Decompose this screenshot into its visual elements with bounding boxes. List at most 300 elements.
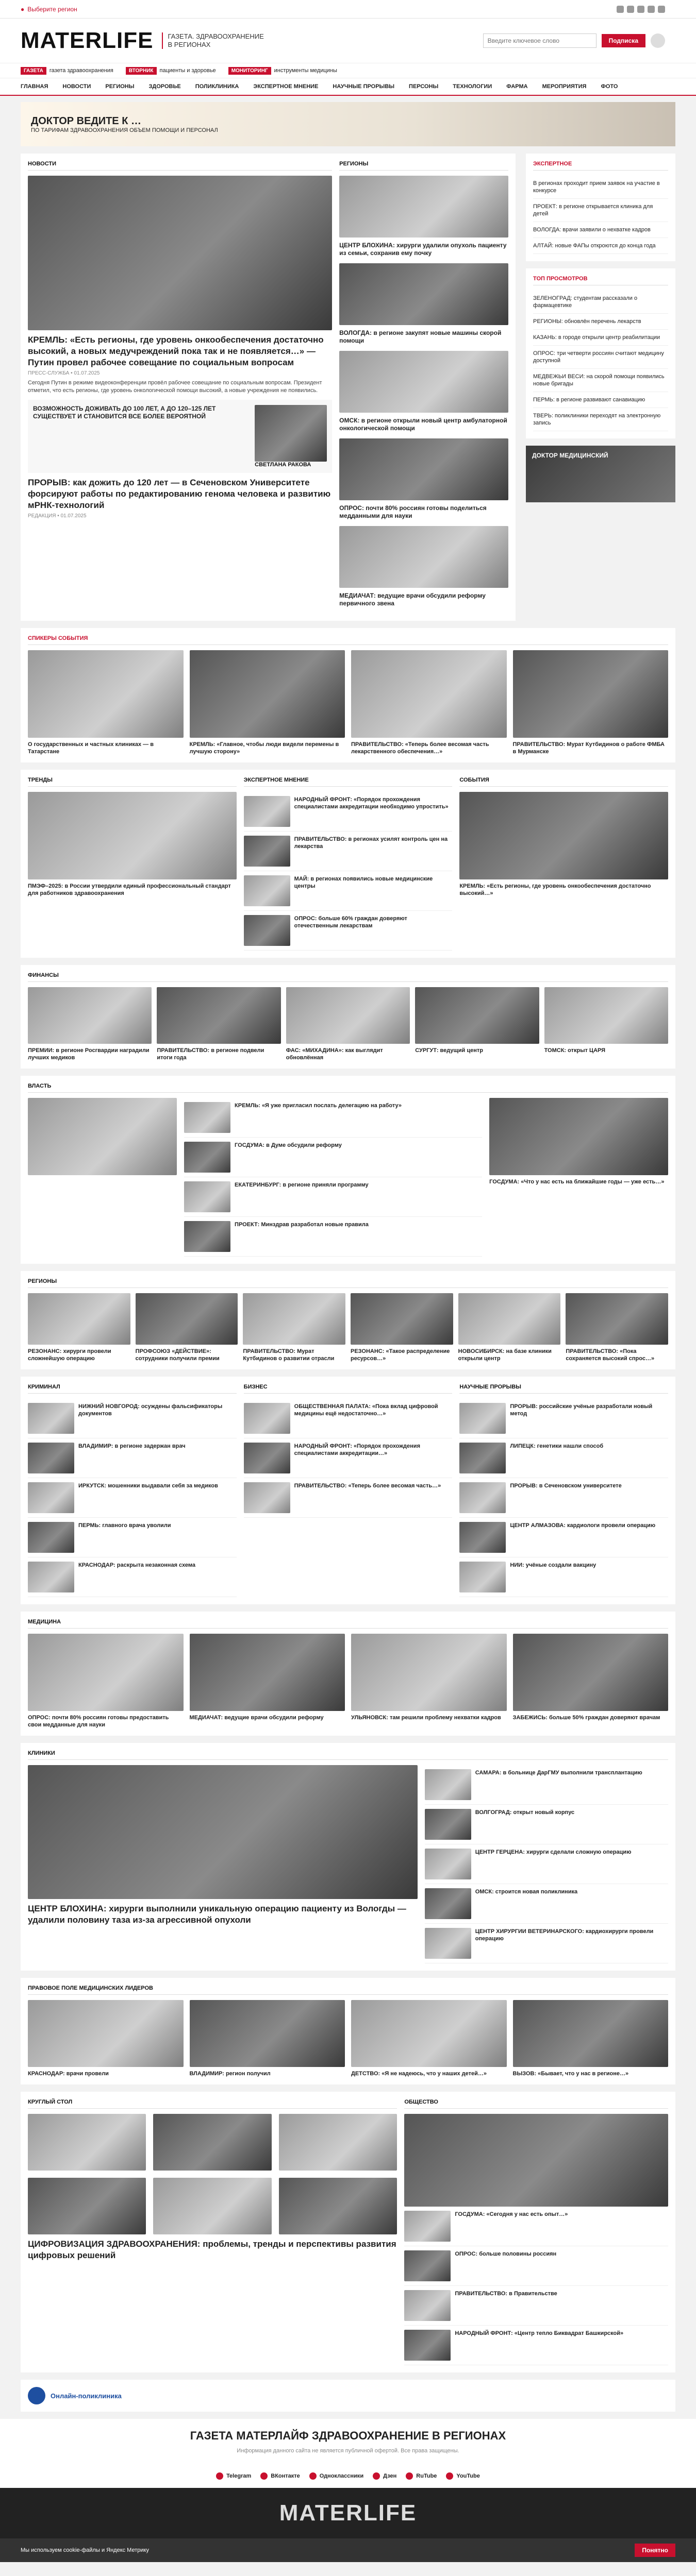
clinics-item[interactable]: [425, 1844, 668, 1884]
crime-item-title[interactable]: ВЛАДИМИР: в регионе задержан врач: [78, 1443, 186, 1449]
nav-item[interactable]: ЗДОРОВЬЕ: [148, 83, 181, 90]
top-views-item[interactable]: КАЗАНЬ: в городе открыли центр реабилитации: [533, 330, 668, 346]
vlasti-item-thumb[interactable]: [184, 1221, 230, 1252]
society-item-title[interactable]: ГОСДУМА: «Сегодня у нас есть опыт…»: [455, 2211, 568, 2217]
share-icon: [373, 2472, 380, 2480]
events-section-title: СПИКЕРЫ СОБЫТИЯ: [28, 635, 668, 645]
sidebar-item[interactable]: АЛТАЙ: новые ФАПы откроются до конца года: [533, 238, 668, 254]
vlasti-left-image[interactable]: [28, 1098, 177, 1175]
finance-card[interactable]: [286, 987, 410, 1061]
expert-title: ЭКСПЕРТНОЕ МНЕНИЕ: [244, 777, 453, 787]
society-item-thumb[interactable]: [404, 2290, 451, 2321]
society-image[interactable]: [404, 2114, 668, 2207]
young-card-title[interactable]: ВЫЗОВ: «Бывает, что у нас в регионе…»: [512, 2071, 629, 2077]
vlasti-item-title[interactable]: ГОСДУМА: в Думе обсудили реформу: [235, 1142, 342, 1148]
business-title: БИЗНЕС: [244, 1384, 453, 1394]
finance-card-image[interactable]: [544, 987, 668, 1044]
clinics-item-thumb[interactable]: [425, 1928, 471, 1959]
share-icon: [260, 2472, 268, 2480]
nav-item[interactable]: ПОЛИКЛИНИКА: [195, 83, 239, 90]
medicine-card-title[interactable]: УЛЬЯНОВСК: там решили проблему нехватки кадров: [351, 1715, 501, 1721]
clinics-item-title[interactable]: ЦЕНТР ХИРУРГИИ ВЕТЕРИНАРСКОГО: кардиохирурги провели операцию: [475, 1928, 654, 1942]
medicine-card-title[interactable]: ЗАБЕЖИСЬ: больше 50% граждан доверяют врачам: [512, 1715, 660, 1721]
partner-logo-icon: [28, 2387, 45, 2404]
sidebar-item[interactable]: ВОЛОГДА: врачи заявили о нехватке кадров: [533, 222, 668, 238]
second-news-title[interactable]: ПРОРЫВ: как дожить до 120 лет — в Сеченовском Университете форсируют работы по редактированию генома человека и развитию мРНК-технологий: [28, 478, 331, 510]
vlasti-right-headline[interactable]: ГОСДУМА: «Что у нас есть на ближайшие годы — уже есть…»: [489, 1179, 665, 1185]
regions2-card[interactable]: [566, 1293, 668, 1362]
ad-banner[interactable]: [21, 102, 675, 146]
share-link[interactable]: [260, 2472, 300, 2480]
ticker-item[interactable]: [126, 67, 216, 74]
regions2-card-image[interactable]: [566, 1293, 668, 1345]
nav-item[interactable]: ФОТО: [601, 83, 618, 90]
expert-item[interactable]: [244, 911, 453, 951]
business-item-title[interactable]: ОБЩЕСТВЕННАЯ ПАЛАТА: «Пока вклад цифровой медицины ещё недостаточно…»: [294, 1403, 438, 1417]
regions-card-image[interactable]: [339, 176, 508, 238]
science-item-title[interactable]: ЦЕНТР АЛМАЗОВА: кардиологи провели операцию: [510, 1522, 656, 1529]
expert-item-title[interactable]: МАЙ: в регионах появились новые медицинские центры: [294, 876, 433, 889]
events2-title: СОБЫТИЯ: [459, 777, 668, 787]
vlasti-item-title[interactable]: ПРОЕКТ: Минздрав разработал новые правила: [235, 1222, 369, 1228]
regions-card[interactable]: [339, 351, 508, 432]
clinics-item[interactable]: [425, 1805, 668, 1844]
share-link[interactable]: [406, 2472, 437, 2480]
clinics-item-thumb[interactable]: [425, 1769, 471, 1800]
regions-card[interactable]: [339, 263, 508, 345]
ticker-tag: МОНИТОРИНГ: [228, 67, 271, 75]
young-card-image[interactable]: [28, 2000, 184, 2067]
medicine-card[interactable]: [190, 1634, 345, 1728]
regions-card-image[interactable]: [339, 351, 508, 413]
roundtable-img-2[interactable]: [153, 2114, 271, 2171]
finance-card[interactable]: [544, 987, 668, 1061]
roundtable-img-5[interactable]: [153, 2178, 271, 2234]
regions-card[interactable]: [339, 526, 508, 607]
society-item-title[interactable]: ПРАВИТЕЛЬСТВО: в Правительстве: [455, 2291, 557, 2297]
regions-card-title[interactable]: МЕДИАЧАТ: ведущие врачи обсудили реформу первичного звена: [339, 592, 486, 607]
regions2-card-image[interactable]: [351, 1293, 453, 1345]
medicine-card[interactable]: [351, 1634, 507, 1728]
young-card[interactable]: [28, 2000, 184, 2077]
event-card-title[interactable]: О государственных и частных клиниках — в Татарстане: [28, 741, 154, 755]
crime-item[interactable]: [28, 1399, 237, 1438]
science-item[interactable]: [459, 1518, 668, 1557]
vlasti-item[interactable]: [184, 1098, 482, 1138]
ticker-item[interactable]: [228, 67, 337, 74]
medicine-card-image[interactable]: [513, 1634, 669, 1711]
ok-icon[interactable]: [637, 6, 644, 13]
young-card-title[interactable]: КРАСНОДАР: врачи провели: [28, 2071, 109, 2077]
clinics-section-title: КЛИНИКИ: [28, 1750, 668, 1760]
top-views-item[interactable]: МЕДВЕЖЬИ ВЕСИ: на скорой помощи появились новые бригады: [533, 369, 668, 392]
science-item-thumb[interactable]: [459, 1562, 506, 1592]
share-label: RuTube: [416, 2473, 437, 2479]
share-link[interactable]: [446, 2472, 479, 2480]
main-news-title[interactable]: КРЕМЛЬ: «Есть регионы, где уровень онкообеспечения достаточно высокий, а новых медучреждений пока так и не появляется…» — Путин провел рабочее совещание по социальным вопросам: [28, 335, 324, 367]
regions2-card-title[interactable]: НОВОСИБИРСК: на базе клиники открыли центр: [458, 1348, 552, 1362]
nav-item[interactable]: ЭКСПЕРТНОЕ МНЕНИЕ: [253, 83, 319, 90]
main-news-image[interactable]: [28, 176, 332, 330]
young-card-title[interactable]: ВЛАДИМИР: регион получил: [189, 2071, 271, 2077]
science-item-thumb[interactable]: [459, 1443, 506, 1473]
clinics-main-image[interactable]: [28, 1765, 418, 1899]
top-views-item[interactable]: ОПРОС: три четверти россиян считают медицину доступной: [533, 346, 668, 369]
event-card-title[interactable]: ПРАВИТЕЛЬСТВО: Мурат Кутбидинов о работе ФМБА в Мурманске: [512, 741, 665, 755]
top-views-item[interactable]: ПЕРМЬ: в регионе развивают санавиацию: [533, 392, 668, 408]
expert-item-thumb[interactable]: [244, 915, 290, 946]
sidebar-section-title: ЭКСПЕРТНОЕ: [533, 161, 668, 171]
young-card[interactable]: [190, 2000, 345, 2077]
business-item-thumb[interactable]: [244, 1482, 290, 1513]
clinics-item-title[interactable]: ЦЕНТР ГЕРЦЕНА: хирурги сделали сложную операцию: [475, 1849, 632, 1855]
science-item[interactable]: [459, 1478, 668, 1518]
business-item-title[interactable]: ПРАВИТЕЛЬСТВО: «Теперь более весомая часть…»: [294, 1483, 441, 1489]
main-news-text: Сегодня Путин в режиме видеоконференции провёл рабочее совещание по социальным вопросам. Президент отметил, что есть регионы, где уровень онкологической помощи высокий, а новые учреждения не появились.: [28, 380, 322, 394]
user-icon[interactable]: [651, 33, 665, 48]
ticker-item[interactable]: [21, 67, 113, 74]
young-card[interactable]: [351, 2000, 507, 2077]
share-link[interactable]: [216, 2472, 251, 2480]
regions2-card-image[interactable]: [458, 1293, 561, 1345]
share-label: YouTube: [456, 2473, 480, 2479]
trends-headline[interactable]: ПМЭФ–2025: в России утвердили единый профессиональный стандарт для работников здравоохранения: [28, 883, 231, 896]
crime-item-title[interactable]: ИРКУТСК: мошенники выдавали себя за медиков: [78, 1483, 218, 1489]
medicine-card-image[interactable]: [28, 1634, 184, 1711]
crime-item-thumb[interactable]: [28, 1522, 74, 1553]
regions2-card-title[interactable]: ПРОФСОЮЗ «ДЕЙСТВИЕ»: сотрудники получили премии: [135, 1348, 220, 1362]
quote-text: ВОЗМОЖНОСТЬ ДОЖИВАТЬ ДО 100 ЛЕТ, А ДО 120–125 ЛЕТ СУЩЕСТВУЕТ И СТАНОВИТСЯ ВСЕ БОЛЕЕ ВЕРОЯТНОЙ: [33, 405, 216, 420]
clinics-item-title[interactable]: ОМСК: строится новая поликлиника: [475, 1889, 578, 1895]
regions-card-image[interactable]: [339, 263, 508, 325]
business-item-thumb[interactable]: [244, 1443, 290, 1473]
trends-title: ТРЕНДЫ: [28, 777, 237, 787]
regions-section-title: РЕГИОНЫ: [339, 161, 508, 171]
regions2-card-title[interactable]: РЕЗОНАНС: «Такое распределение ресурсов…»: [351, 1348, 450, 1362]
vlasti-section-title: ВЛАСТЬ: [28, 1083, 668, 1093]
business-item[interactable]: [244, 1438, 453, 1478]
medicine-card[interactable]: [28, 1634, 184, 1728]
science-item[interactable]: [459, 1399, 668, 1438]
science-item-thumb[interactable]: [459, 1403, 506, 1434]
medicine-card-image[interactable]: [190, 1634, 345, 1711]
crime-title: КРИМИНАЛ: [28, 1384, 237, 1394]
regions2-card-title[interactable]: ПРАВИТЕЛЬСТВО: Мурат Кутбидинов о развитии отрасли: [243, 1348, 335, 1362]
roundtable-img-1[interactable]: [28, 2114, 146, 2171]
medicine-card[interactable]: [513, 1634, 669, 1728]
clinics-item[interactable]: [425, 1765, 668, 1805]
society-item-title[interactable]: НАРОДНЫЙ ФРОНТ: «Центр тепло Биквадрат Башкирской»: [455, 2330, 624, 2336]
event-card-image[interactable]: [513, 650, 669, 738]
crime-item-thumb[interactable]: [28, 1443, 74, 1473]
finance-card-title[interactable]: СУРГУТ: ведущий центр: [415, 1047, 483, 1054]
vlasti-item-thumb[interactable]: [184, 1181, 230, 1212]
clinics-item[interactable]: [425, 1924, 668, 1963]
finance-card[interactable]: [157, 987, 280, 1061]
telegram-icon[interactable]: [617, 6, 624, 13]
finance-card-image[interactable]: [28, 987, 152, 1044]
crime-item-thumb[interactable]: [28, 1482, 74, 1513]
share-icon: [216, 2472, 223, 2480]
share-label: Дзен: [383, 2473, 397, 2479]
cookie-text: Мы используем cookie-файлы и Яндекс Метрику: [21, 2547, 149, 2553]
clinics-item-title[interactable]: САМАРА: в больнице ДарГМУ выполнили трансплантацию: [475, 1770, 642, 1776]
quote-box[interactable]: [28, 400, 332, 473]
finance-card-image[interactable]: [157, 987, 280, 1044]
event-card-image[interactable]: [190, 650, 345, 738]
science-item-title[interactable]: ПРОРЫВ: российские учёные разработали новый метод: [510, 1403, 653, 1417]
vlasti-item-title[interactable]: КРЕМЛЬ: «Я уже пригласил послать делегацию на работу»: [235, 1103, 402, 1109]
event-card-title[interactable]: ПРАВИТЕЛЬСТВО: «Теперь более весомая часть лекарственного обеспечения…»: [351, 741, 489, 755]
quote-author-photo: [255, 405, 327, 462]
second-news-meta: РЕДАКЦИЯ • 01.07.2025: [28, 513, 87, 519]
regions-card[interactable]: [339, 438, 508, 520]
vk-icon[interactable]: [627, 6, 634, 13]
regions2-card[interactable]: [28, 1293, 130, 1362]
share-label: ВКонтакте: [271, 2473, 300, 2479]
news-section-title: НОВОСТИ: [28, 161, 332, 171]
regions2-card-image[interactable]: [243, 1293, 345, 1345]
science-item-title[interactable]: ЛИПЕЦК: генетики нашли способ: [510, 1443, 604, 1449]
quote-author: СВЕТЛАНА РАКОВА: [255, 462, 311, 468]
finance-card[interactable]: [28, 987, 152, 1061]
society-item[interactable]: [404, 2286, 668, 2326]
crime-item-thumb[interactable]: [28, 1562, 74, 1592]
finance-card-title[interactable]: ПРЕМИИ: в регионе Росгвардии наградили лучших медиков: [28, 1047, 150, 1061]
trends-image[interactable]: [28, 792, 237, 879]
science-item-title[interactable]: НИИ: учёные создали вакцину: [510, 1562, 596, 1568]
young-card-title[interactable]: ДЕТСТВО: «Я не надеюсь, что у наших детей…»: [351, 2071, 487, 2077]
vlasti-item-thumb[interactable]: [184, 1142, 230, 1173]
vlasti-item[interactable]: [184, 1217, 482, 1257]
expert-item-title[interactable]: ОПРОС: больше 60% граждан доверяют отечественным лекарствам: [294, 916, 407, 929]
top-views-title: ТОП ПРОСМОТРОВ: [533, 276, 668, 285]
event-card[interactable]: [28, 650, 184, 755]
clinics-item-title[interactable]: ВОЛГОГРАД: открыт новый корпус: [475, 1809, 575, 1816]
finance-card-title[interactable]: ТОМСК: открыт ЦАРЯ: [544, 1047, 605, 1054]
top-views-item[interactable]: РЕГИОНЫ: обновлён перечень лекарств: [533, 314, 668, 330]
vlasti-item[interactable]: [184, 1177, 482, 1217]
finance-section-title: ФИНАНСЫ: [28, 972, 668, 982]
expert-item-title[interactable]: ПРАВИТЕЛЬСТВО: в регионах усилят контроль цен на лекарства: [294, 836, 448, 850]
share-link[interactable]: [373, 2472, 396, 2480]
ticker-tag: ГАЗЕТА: [21, 67, 46, 75]
share-icon: [309, 2472, 317, 2480]
share-icon: [446, 2472, 453, 2480]
business-item-thumb[interactable]: [244, 1403, 290, 1434]
banner-subtitle: ПО ТАРИФАМ ЗДРАВООХРАНЕНИЯ ОБЪЕМ ПОМОЩИ И ПЕРСОНАЛ: [31, 127, 218, 133]
crime-item-title[interactable]: НИЖНИЙ НОВГОРОД: осуждены фальсификаторы документов: [78, 1403, 223, 1417]
expert-item-thumb[interactable]: [244, 836, 290, 867]
medicine-card-title[interactable]: МЕДИАЧАТ: ведущие врачи обсудили реформу: [189, 1715, 324, 1721]
crime-item[interactable]: [28, 1518, 237, 1557]
site-logo[interactable]: MATERLIFE: [21, 28, 154, 53]
main-news-meta: ПРЕСС-СЛУЖБА • 01.07.2025: [28, 370, 100, 376]
main-nav: [0, 78, 696, 96]
ticker-tag: ВТОРНИК: [126, 67, 157, 75]
search-input[interactable]: [483, 33, 596, 48]
sidebar-item[interactable]: В регионах проходит прием заявок на участие в конкурсе: [533, 176, 668, 199]
event-card-image[interactable]: [351, 650, 507, 738]
regions2-card[interactable]: [136, 1293, 238, 1362]
footer: [0, 2419, 696, 2464]
regions2-card[interactable]: [351, 1293, 453, 1362]
expert-item-thumb[interactable]: [244, 875, 290, 906]
event-card[interactable]: [513, 650, 669, 755]
business-item[interactable]: [244, 1478, 453, 1518]
roundtable-img-3[interactable]: [279, 2114, 397, 2171]
society-title: ОБЩЕСТВО: [404, 2099, 668, 2109]
crime-item-title[interactable]: КРАСНОДАР: раскрыта незаконная схема: [78, 1562, 195, 1568]
nav-item[interactable]: ФАРМА: [506, 83, 528, 90]
top-views-item[interactable]: ЗЕЛЕНОГРАД: студентам рассказали о фармацевтике: [533, 291, 668, 314]
regions-card-image[interactable]: [339, 526, 508, 588]
regions2-card-title[interactable]: РЕЗОНАНС: хирурги провели сложнейшую операцию: [28, 1348, 111, 1362]
nav-item[interactable]: ПЕРСОНЫ: [409, 83, 439, 90]
vlasti-item[interactable]: [184, 1138, 482, 1177]
regions2-card-image[interactable]: [136, 1293, 238, 1345]
crime-item-thumb[interactable]: [28, 1403, 74, 1434]
regions-card[interactable]: [339, 176, 508, 257]
dzen-icon[interactable]: [648, 6, 655, 13]
clinics-item[interactable]: [425, 1884, 668, 1924]
young-card-image[interactable]: [190, 2000, 345, 2067]
share-icon: [406, 2472, 413, 2480]
science-item-thumb[interactable]: [459, 1482, 506, 1513]
medicine-card-image[interactable]: [351, 1634, 507, 1711]
nav-item[interactable]: РЕГИОНЫ: [105, 83, 135, 90]
event-card-title[interactable]: КРЕМЛЬ: «Главное, чтобы люди видели перемены в лучшую сторону»: [189, 741, 339, 755]
footer-title: ГАЗЕТА МАТЕРЛАЙФ ЗДРАВООХРАНЕНИЕ В РЕГИОНАХ: [190, 2429, 506, 2442]
regions-card-title[interactable]: ЦЕНТР БЛОХИНА: хирурги удалили опухоль пациенту из семьи, сохранив ему почку: [339, 242, 507, 257]
subscribe-button[interactable]: Подписка: [602, 34, 645, 47]
regions2-card[interactable]: [243, 1293, 345, 1362]
footer-disclaimer: Информация данного сайта не является публичной офертой. Все права защищены.: [237, 2448, 459, 2454]
clinics-item-thumb[interactable]: [425, 1809, 471, 1840]
science-item[interactable]: [459, 1557, 668, 1597]
society-item[interactable]: [404, 2207, 668, 2246]
young-card[interactable]: [513, 2000, 669, 2077]
medicine-section-title: МЕДИЦИНА: [28, 1619, 668, 1629]
regions2-section-title: РЕГИОНЫ: [28, 1278, 668, 1288]
topbar: [0, 0, 696, 19]
header: [0, 19, 696, 63]
expert-item[interactable]: [244, 792, 453, 832]
ticker-text: газета здравоохранения: [49, 67, 113, 74]
finance-card-image[interactable]: [286, 987, 410, 1044]
society-item-thumb[interactable]: [404, 2330, 451, 2361]
social-links: [617, 6, 665, 13]
young-card-image[interactable]: [513, 2000, 669, 2067]
finance-card-title[interactable]: ФАС: «МИХАДИНА»: как выглядит обновлённая: [286, 1047, 383, 1061]
nav-item[interactable]: ТЕХНОЛОГИИ: [453, 83, 492, 90]
clinics-item-thumb[interactable]: [425, 1888, 471, 1919]
society-item-title[interactable]: ОПРОС: больше половины россиян: [455, 2251, 557, 2257]
society-item-thumb[interactable]: [404, 2211, 451, 2242]
cookie-bar: [0, 2538, 696, 2562]
young-section-title: ПРАВОВОЕ ПОЛЕ МЕДИЦИНСКИХ ЛИДЕРОВ: [28, 1985, 668, 1995]
roundtable-img-6[interactable]: [279, 2178, 397, 2234]
clinics-item-thumb[interactable]: [425, 1849, 471, 1879]
expert-item-thumb[interactable]: [244, 796, 290, 827]
events2-image[interactable]: [459, 792, 668, 879]
roundtable-img-4[interactable]: [28, 2178, 146, 2234]
cookie-accept-button[interactable]: Понятно: [635, 2544, 675, 2557]
share-label: Одноклассники: [319, 2473, 364, 2479]
expert-item[interactable]: [244, 832, 453, 871]
crime-item[interactable]: [28, 1478, 237, 1518]
business-item-title[interactable]: НАРОДНЫЙ ФРОНТ: «Порядок прохождения специалистами аккредитации…»: [294, 1443, 420, 1456]
vlasti-item-thumb[interactable]: [184, 1102, 230, 1133]
medicine-card-title[interactable]: ОПРОС: почти 80% россиян готовы предоставить свои медданные для науки: [28, 1715, 169, 1728]
vlasti-item-title[interactable]: ЕКАТЕРИНБУРГ: в регионе приняли программу: [235, 1182, 369, 1188]
finance-card[interactable]: [415, 987, 539, 1061]
nav-item[interactable]: ГЛАВНАЯ: [21, 83, 48, 90]
society-item-thumb[interactable]: [404, 2250, 451, 2281]
crime-item[interactable]: [28, 1557, 237, 1597]
regions-card-title[interactable]: ВОЛОГДА: в регионе закупят новые машины скорой помощи: [339, 329, 502, 344]
science-item-title[interactable]: ПРОРЫВ: в Сеченовском университете: [510, 1483, 622, 1489]
events2-headline[interactable]: КРЕМЛЬ: «Есть регионы, где уровень онкообеспечения достаточно высокий…»: [459, 883, 651, 896]
science-item-thumb[interactable]: [459, 1522, 506, 1553]
finance-card-title[interactable]: ПРАВИТЕЛЬСТВО: в регионе подвели итоги года: [157, 1047, 264, 1061]
business-item[interactable]: [244, 1399, 453, 1438]
roundtable-headline[interactable]: ЦИФРОВИЗАЦИЯ ЗДРАВООХРАНЕНИЯ: проблемы, тренды и перспективы развития цифровых решений: [28, 2239, 396, 2260]
clinics-main-title[interactable]: ЦЕНТР БЛОХИНА: хирурги выполнили уникальную операцию пациенту из Вологды — удалили половину таза из-за агрессивной опухоли: [28, 1904, 406, 1925]
event-card[interactable]: [351, 650, 507, 755]
pin-icon: ●: [21, 5, 25, 13]
partner-block[interactable]: [21, 2380, 675, 2412]
event-card[interactable]: [190, 650, 345, 755]
rutube-icon[interactable]: [658, 6, 665, 13]
nav-item[interactable]: НОВОСТИ: [62, 83, 91, 90]
partner-label: Онлайн-поликлиника: [51, 2392, 122, 2400]
side-promo[interactable]: ДОКТОР МЕДИЦИНСКИЙ: [526, 446, 675, 502]
regions2-card-title[interactable]: ПРАВИТЕЛЬСТВО: «Пока сохраняется высокий спрос…»: [566, 1348, 655, 1362]
top-views-item[interactable]: ТВЕРЬ: поликлиники переходят на электронную запись: [533, 408, 668, 431]
event-card-image[interactable]: [28, 650, 184, 738]
footer-logo[interactable]: MATERLIFE: [279, 2500, 417, 2526]
banner-title: ДОКТОР ВЕДИТЕ К …: [31, 115, 141, 127]
regions-card-title[interactable]: ОПРОС: почти 80% россиян готовы поделиться медданными для науки: [339, 504, 487, 519]
expert-item[interactable]: [244, 871, 453, 911]
ticker-text: пациенты и здоровье: [159, 67, 216, 74]
share-row: [0, 2464, 696, 2488]
location-select[interactable]: ● Выберите регион: [21, 5, 77, 13]
ticker: [0, 63, 696, 78]
regions2-card[interactable]: [458, 1293, 561, 1362]
regions2-card-image[interactable]: [28, 1293, 130, 1345]
science-item[interactable]: [459, 1438, 668, 1478]
nav-item[interactable]: МЕРОПРИЯТИЯ: [542, 83, 587, 90]
regions-card-title[interactable]: ОМСК: в регионе открыли новый центр амбулаторной онкологической помощи: [339, 417, 507, 432]
footer-dark: [0, 2488, 696, 2538]
share-label: Telegram: [226, 2473, 252, 2479]
share-link[interactable]: [309, 2472, 363, 2480]
expert-item-title[interactable]: НАРОДНЫЙ ФРОНТ: «Порядок прохождения специалистами аккредитации необходимо упростить»: [294, 796, 449, 810]
society-item[interactable]: [404, 2326, 668, 2365]
crime-item-title[interactable]: ПЕРМЬ: главного врача уволили: [78, 1522, 171, 1529]
crime-item[interactable]: [28, 1438, 237, 1478]
nav-item[interactable]: НАУЧНЫЕ ПРОРЫВЫ: [333, 83, 395, 90]
young-card-image[interactable]: [351, 2000, 507, 2067]
science-title: НАУЧНЫЕ ПРОРЫВЫ: [459, 1384, 668, 1394]
regions-card-image[interactable]: [339, 438, 508, 500]
finance-card-image[interactable]: [415, 987, 539, 1044]
society-item[interactable]: [404, 2246, 668, 2286]
sidebar-item[interactable]: ПРОЕКТ: в регионе открывается клиника для детей: [533, 199, 668, 222]
vlasti-right-image[interactable]: [489, 1098, 668, 1175]
